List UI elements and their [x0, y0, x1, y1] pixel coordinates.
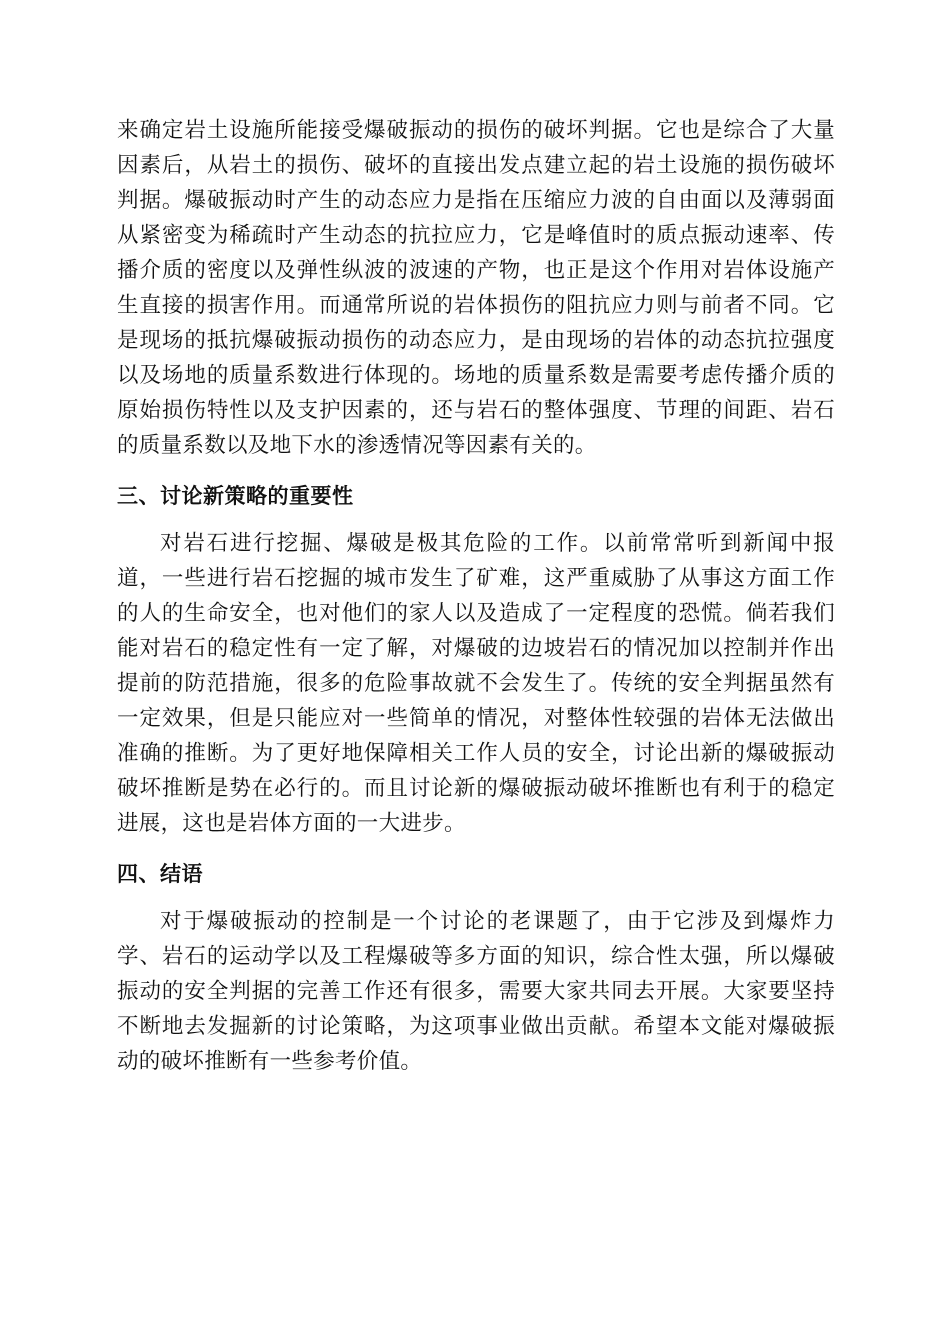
- paragraph-importance: 对岩石进行挖掘、爆破是极其危险的工作。以前常常听到新闻中报道，一些进行岩石挖掘的城市发生了矿难，这严重威胁了从事这方面工作的人的生命安全，也对他们的家人以及造成了一定程度的恐慌。倘若我们能对岩石的稳定性有一定了解，对爆破的边坡岩石的情况加以控制并作出提前的防范措施，很多的危险事故就不会发生了。传统的安全判据虽然有一定效果，但是只能应对一些简单的情况，对整体性较强的岩体无法做出准确的推断。为了更好地保障相关工作人员的安全，讨论出新的爆破振动破坏推断是势在必行的。而且讨论新的爆破振动破坏推断也有利于的稳定进展，这也是岩体方面的一大进步。: [117, 531, 835, 836]
- spacer: [117, 892, 835, 904]
- section-heading-conclusion: 四、结语: [117, 862, 203, 886]
- document-body: [117, 113, 835, 1079]
- paragraph-conclusion: 对于爆破振动的控制是一个讨论的老课题了，由于它涉及到爆炸力学、岩石的运动学以及工程爆破等多方面的知识，综合性太强，所以爆破振动的安全判据的完善工作还有很多，需要大家共同去开展。大家要坚持不断地去发掘新的讨论策略，为这项事业做出贡献。希望本文能对爆破振动的破坏推断有一些参考价值。: [117, 909, 835, 1074]
- spacer: [117, 463, 835, 479]
- paragraph-continued: 来确定岩土设施所能接受爆破振动的损伤的破坏判据。它也是综合了大量因素后，从岩土的损伤、破坏的直接出发点建立起的岩土设施的损伤破坏判据。爆破振动时产生的动态应力是指在压缩应力波的自由面以及薄弱面从紧密变为稀疏时产生动态的抗拉应力，它是峰值时的质点振动速率、传播介质的密度以及弹性纵波的波速的产物，也正是这个作用对岩体设施产生直接的损害作用。而通常所说的岩体损伤的阻抗应力则与前者不同。它是现场的抵抗爆破振动损伤的动态应力，是由现场的岩体的动态抗拉强度以及场地的质量系数进行体现的。场地的质量系数是需要考虑传播介质的原始损伤特性以及支护因素的，还与岩石的整体强度、节理的间距、岩石的质量系数以及地下水的渗透情况等因素有关的。: [117, 118, 835, 458]
- spacer: [117, 514, 835, 526]
- spacer: [117, 841, 835, 857]
- section-heading-importance: 三、讨论新策略的重要性: [117, 484, 354, 508]
